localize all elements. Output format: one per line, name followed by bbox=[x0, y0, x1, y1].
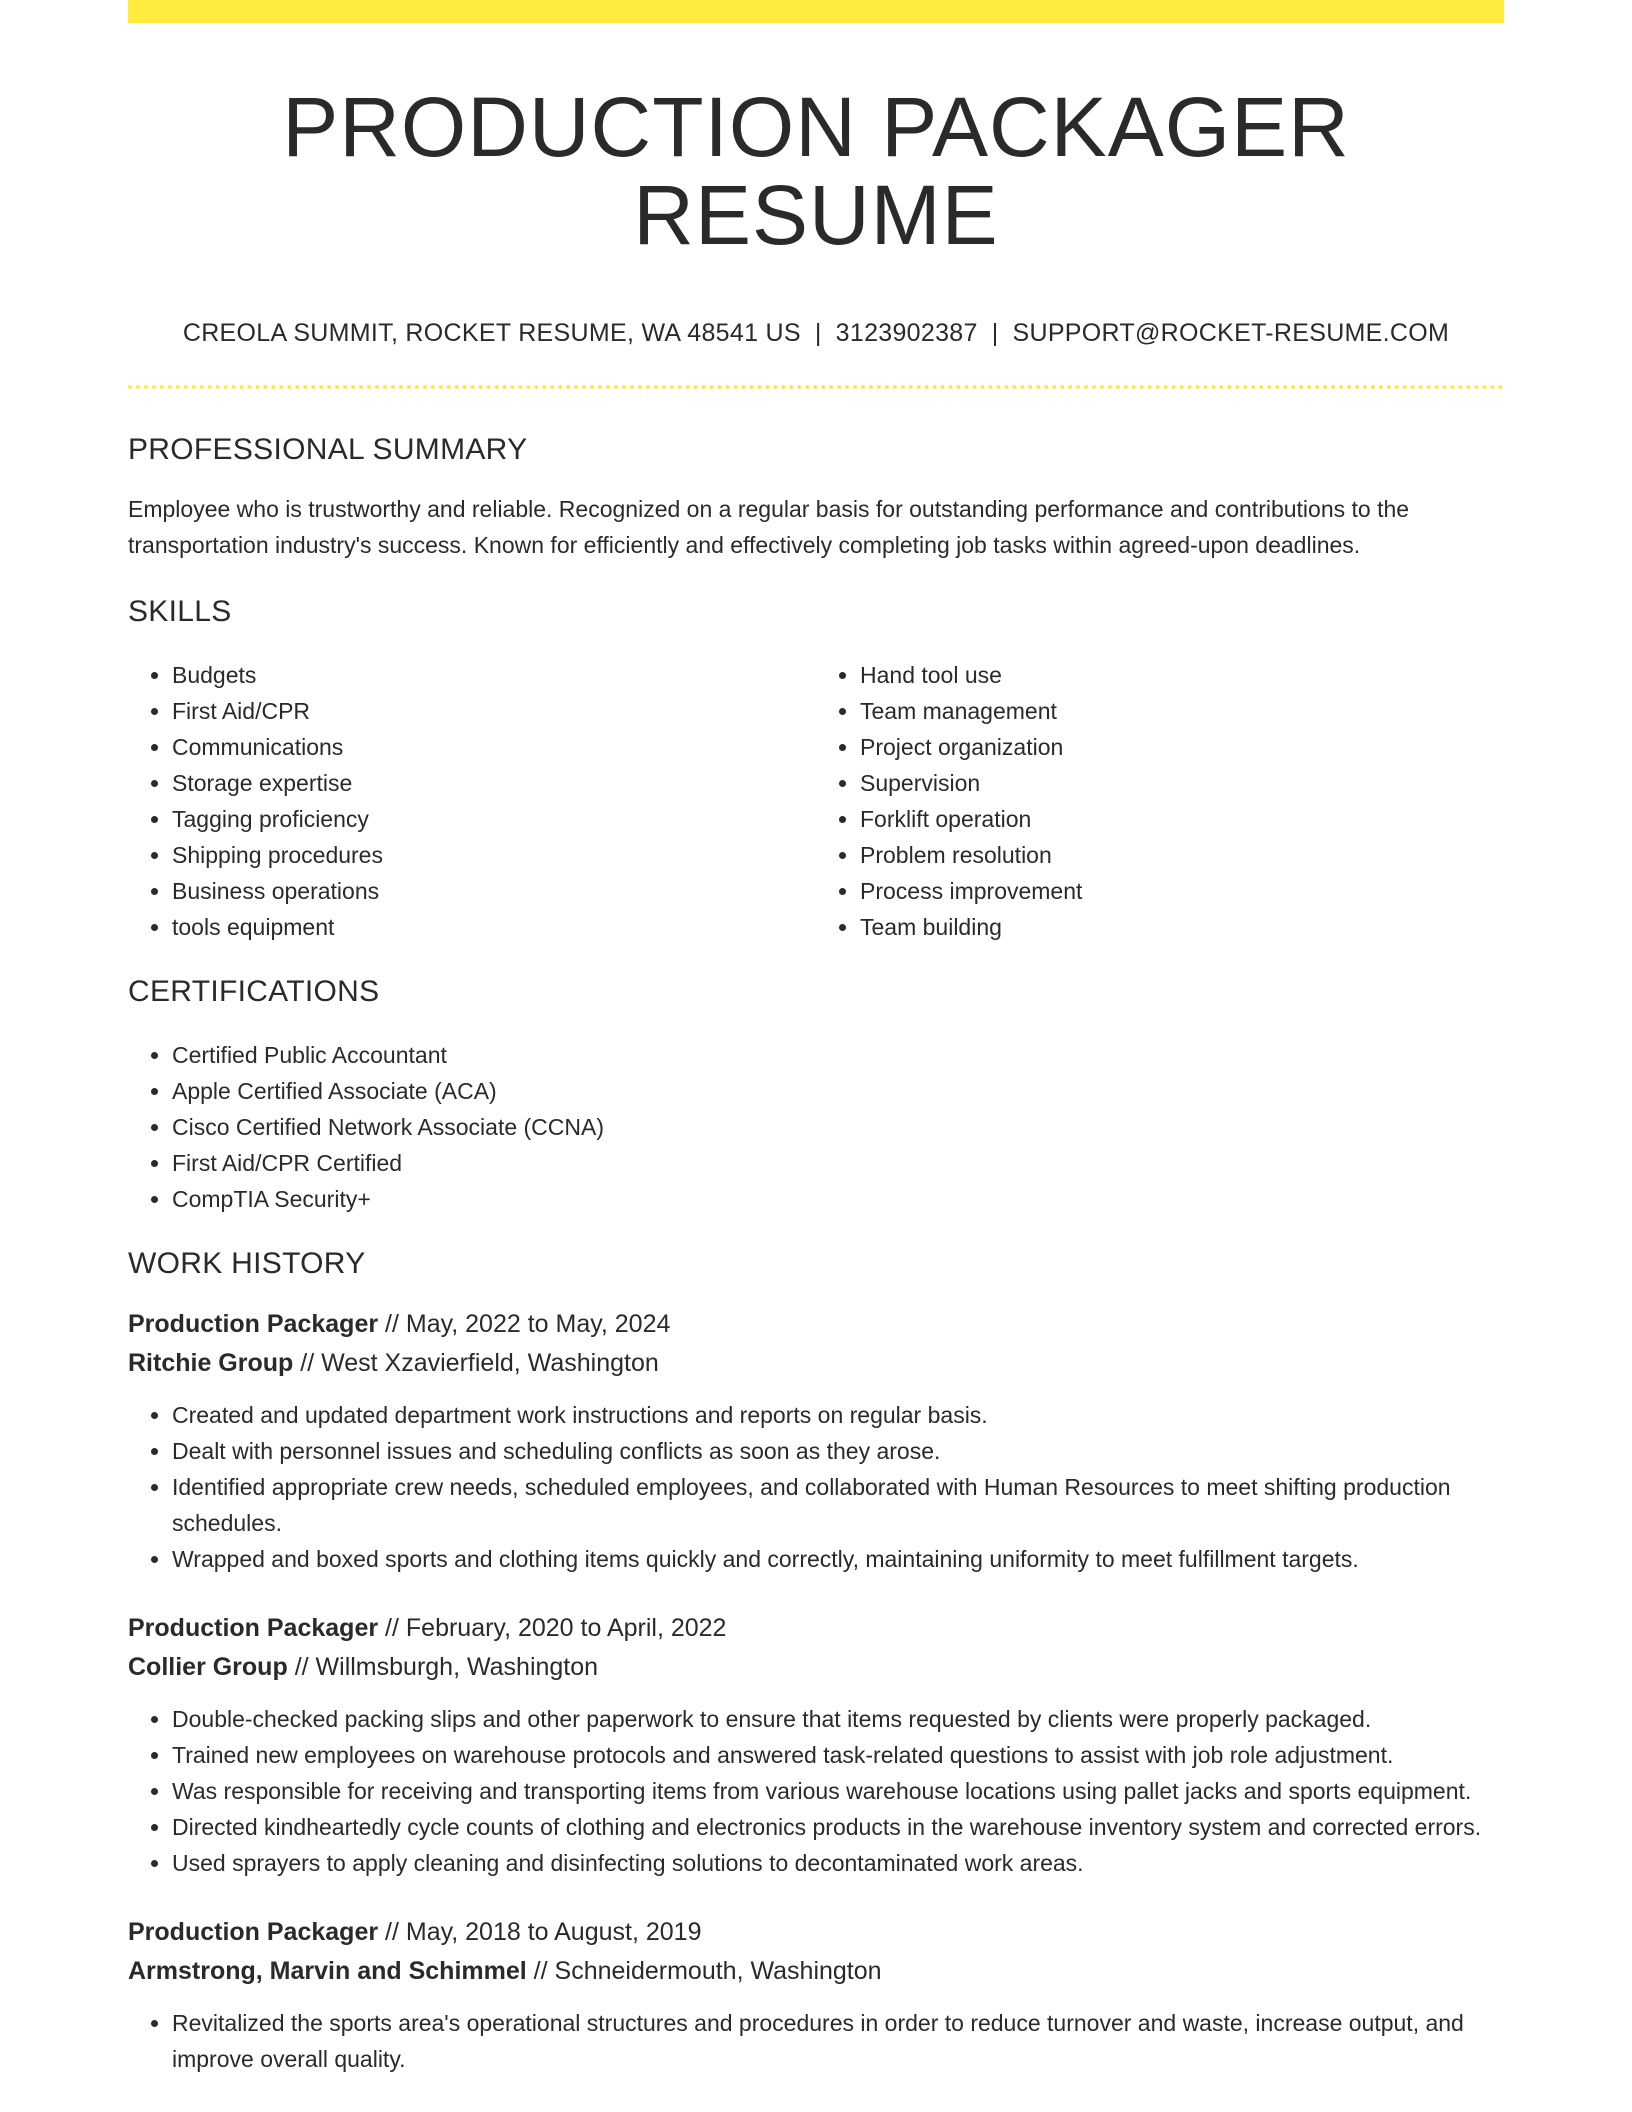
job-company: Armstrong, Marvin and Schimmel bbox=[128, 1957, 527, 1986]
job-location: West Xzavierfield, Washington bbox=[321, 1349, 659, 1378]
job-bullet: • Double-checked packing slips and other paperwork to ensure that items requested by clients were properly packaged. bbox=[172, 1701, 1504, 1737]
contact-line bbox=[128, 319, 1504, 348]
contact-address: CREOLA SUMMIT, ROCKET RESUME, WA 48541 US bbox=[182, 319, 801, 348]
skill-item: • Process improvement bbox=[860, 873, 1504, 909]
skill-item: • Team building bbox=[860, 909, 1504, 945]
contact-separator: | bbox=[814, 319, 822, 348]
job-bullets bbox=[128, 1701, 1504, 1881]
job-bullet: • Directed kindheartedly cycle counts of clothing and electronics products in the warehouse inventory system and corrected errors. bbox=[172, 1809, 1504, 1845]
summary-text: Employee who is trustworthy and reliable. Recognized on a regular basis for outstanding performance and contributions to the transportation industry's success. Known for efficiently and effectively completing job tasks within agreed-upon deadlines. bbox=[128, 496, 1410, 559]
job-bullet: • Wrapped and boxed sports and clothing items quickly and correctly, maintaining uniformity to meet fulfillment targets. bbox=[172, 1541, 1504, 1577]
skill-item: • Team management bbox=[860, 693, 1504, 729]
job-divider: // bbox=[385, 1310, 399, 1339]
skills-list-right bbox=[816, 657, 1504, 945]
skill-item: • tools equipment bbox=[172, 909, 816, 945]
resume-title: PRODUCTION PACKAGER RESUME bbox=[282, 80, 1350, 263]
certification-item: • Certified Public Accountant bbox=[172, 1037, 1504, 1073]
job-entry bbox=[128, 1913, 1504, 2077]
skill-item: • Supervision bbox=[860, 765, 1504, 801]
skills-list-left bbox=[128, 657, 816, 945]
job-title: Production Packager bbox=[128, 1614, 379, 1643]
skill-item: • Storage expertise bbox=[172, 765, 816, 801]
resume-page bbox=[128, 0, 1504, 2077]
skill-item: • Shipping procedures bbox=[172, 837, 816, 873]
job-divider: // bbox=[294, 1653, 309, 1682]
job-dates: May, 2022 to May, 2024 bbox=[405, 1310, 671, 1339]
summary-heading: PROFESSIONAL SUMMARY bbox=[128, 433, 528, 467]
skills-grid bbox=[128, 657, 1504, 945]
job-divider: // bbox=[385, 1918, 399, 1947]
skill-item: • Hand tool use bbox=[860, 657, 1504, 693]
skill-item: • Project organization bbox=[860, 729, 1504, 765]
certification-item: • CompTIA Security+ bbox=[172, 1181, 1504, 1217]
job-bullets bbox=[128, 2005, 1504, 2077]
job-company-line bbox=[128, 1952, 1504, 1991]
certification-item: • First Aid/CPR Certified bbox=[172, 1145, 1504, 1181]
contact-phone: 3123902387 bbox=[835, 319, 978, 348]
job-bullet: • Identified appropriate crew needs, scheduled employees, and collaborated with Human Resources to meet shifting production schedules. bbox=[172, 1469, 1504, 1541]
job-dates: May, 2018 to August, 2019 bbox=[405, 1918, 702, 1947]
skill-item: • Problem resolution bbox=[860, 837, 1504, 873]
job-bullet: • Dealt with personnel issues and scheduling conflicts as soon as they arose. bbox=[172, 1433, 1504, 1469]
job-company: Collier Group bbox=[128, 1653, 288, 1682]
job-location: Willmsburgh, Washington bbox=[315, 1653, 599, 1682]
job-divider: // bbox=[300, 1349, 315, 1378]
skill-item: • Communications bbox=[172, 729, 816, 765]
job-entry bbox=[128, 1305, 1504, 1577]
job-bullet: • Used sprayers to apply cleaning and disinfecting solutions to decontaminated work areas. bbox=[172, 1845, 1504, 1881]
job-title: Production Packager bbox=[128, 1310, 379, 1339]
job-dates: February, 2020 to April, 2022 bbox=[405, 1614, 727, 1643]
job-company-line bbox=[128, 1648, 1504, 1687]
contact-email: SUPPORT@ROCKET-RESUME.COM bbox=[1012, 319, 1450, 348]
job-bullet: • Revitalized the sports area's operational structures and procedures in order to reduce turnover and waste, increase output, and improve overall quality. bbox=[172, 2005, 1504, 2077]
job-company-line bbox=[128, 1344, 1504, 1383]
job-divider: // bbox=[385, 1614, 399, 1643]
job-company: Ritchie Group bbox=[128, 1349, 294, 1378]
certification-item: • Cisco Certified Network Associate (CCNA) bbox=[172, 1109, 1504, 1145]
skill-item: • First Aid/CPR bbox=[172, 693, 816, 729]
skill-item: • Business operations bbox=[172, 873, 816, 909]
skill-item: • Budgets bbox=[172, 657, 816, 693]
job-bullet: • Trained new employees on warehouse protocols and answered task-related questions to assist with job role adjustment. bbox=[172, 1737, 1504, 1773]
work-history-heading: WORK HISTORY bbox=[128, 1247, 366, 1281]
job-entry bbox=[128, 1609, 1504, 1881]
job-title: Production Packager bbox=[128, 1918, 379, 1947]
job-title-line bbox=[128, 1305, 1504, 1344]
job-location: Schneidermouth, Washington bbox=[554, 1957, 882, 1986]
skills-heading: SKILLS bbox=[128, 595, 232, 629]
top-accent-bar bbox=[128, 0, 1504, 23]
dotted-divider bbox=[128, 385, 1504, 389]
certifications-heading: CERTIFICATIONS bbox=[128, 975, 380, 1009]
job-bullets bbox=[128, 1397, 1504, 1577]
certifications-list bbox=[128, 1037, 1504, 1217]
job-title-line bbox=[128, 1609, 1504, 1648]
skill-item: • Tagging proficiency bbox=[172, 801, 816, 837]
contact-separator: | bbox=[991, 319, 999, 348]
job-bullet: • Was responsible for receiving and transporting items from various warehouse locations using pallet jacks and sports equipment. bbox=[172, 1773, 1504, 1809]
job-title-line bbox=[128, 1913, 1504, 1952]
job-divider: // bbox=[533, 1957, 548, 1986]
skill-item: • Forklift operation bbox=[860, 801, 1504, 837]
job-bullet: • Created and updated department work instructions and reports on regular basis. bbox=[172, 1397, 1504, 1433]
certification-item: • Apple Certified Associate (ACA) bbox=[172, 1073, 1504, 1109]
